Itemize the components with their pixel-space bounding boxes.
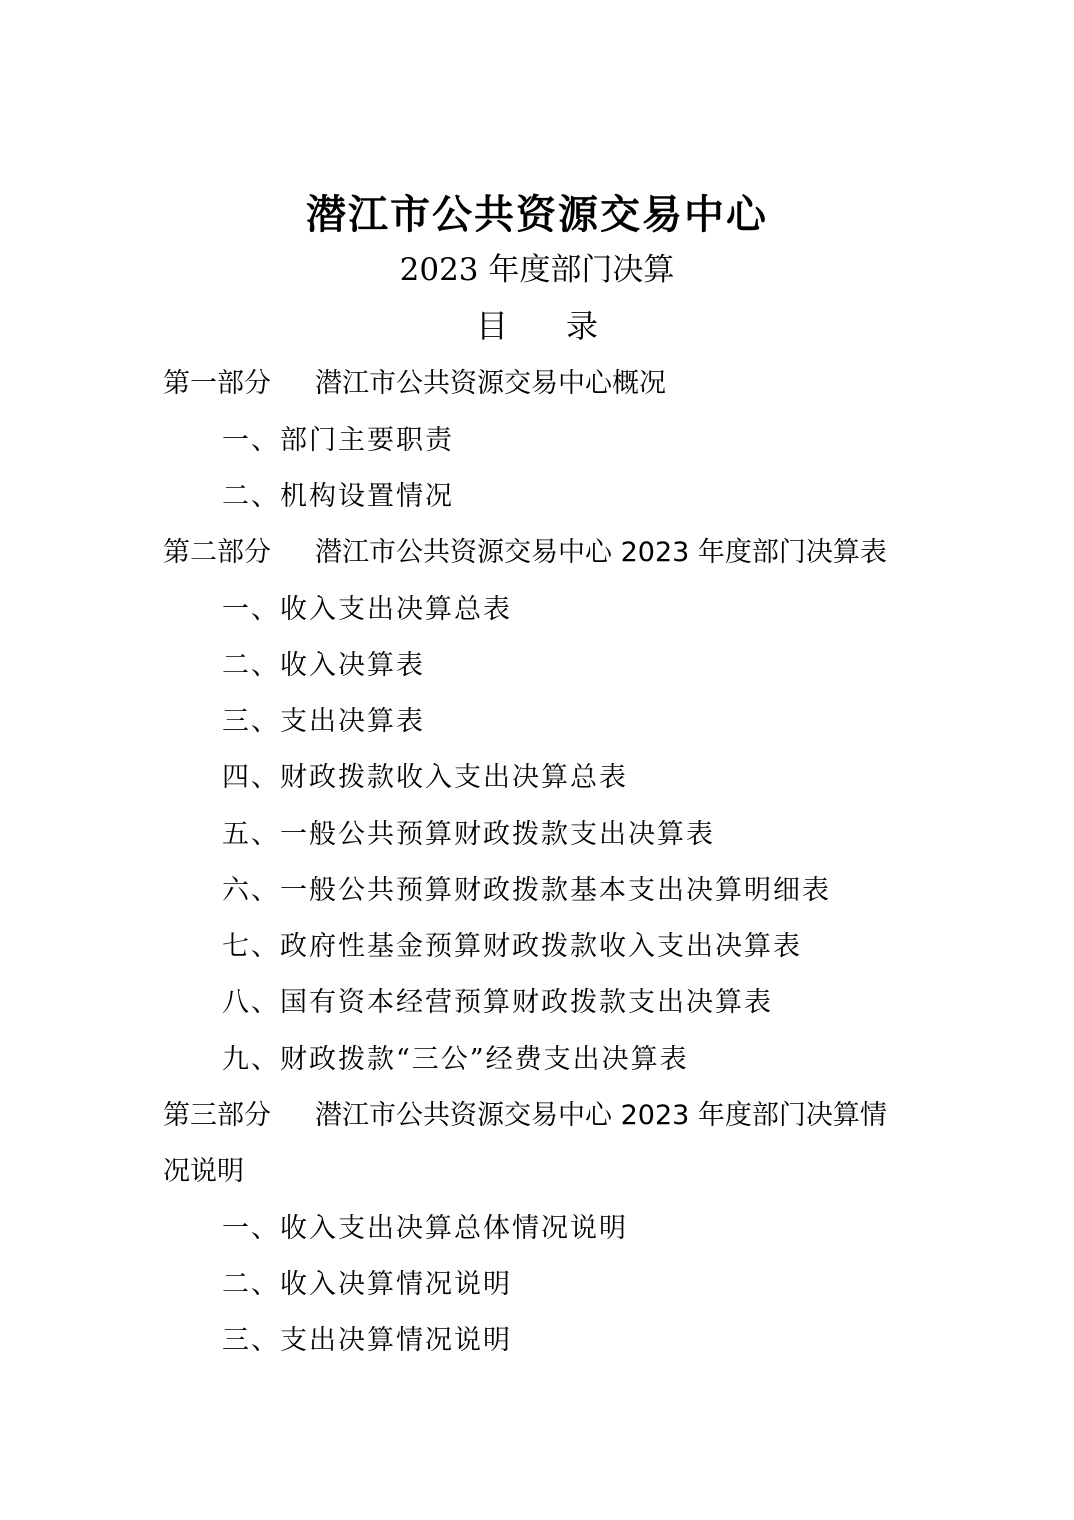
toc-heading (0, 304, 1074, 348)
toc-item: 五、一般公共预算财政拨款支出决算表 (222, 819, 715, 850)
toc-item: 二、机构设置情况 (222, 481, 454, 512)
toc-part-1-label: 第一部分 (163, 368, 271, 399)
toc-item: 四、财政拨款收入支出决算总表 (222, 762, 628, 793)
document-subtitle: 2023 年度部门决算 (399, 252, 675, 288)
toc-part-2-label: 第二部分 (163, 537, 271, 568)
toc-heading-char-2: 录 (566, 307, 599, 345)
toc-item: 一、部门主要职责 (222, 425, 454, 456)
toc-item: 九、财政拨款“三公”经费支出决算表 (222, 1044, 689, 1075)
toc-part-3 (163, 1096, 887, 1136)
toc-item: 七、政府性基金预算财政拨款收入支出决算表 (222, 931, 802, 962)
toc-item: 三、支出决算表 (222, 706, 425, 737)
toc-item: 一、收入支出决算总体情况说明 (222, 1213, 628, 1244)
toc-part-1-title: 潜江市公共资源交易中心概况 (315, 368, 666, 399)
toc-item: 六、一般公共预算财政拨款基本支出决算明细表 (222, 875, 831, 906)
toc-part-3-title-continued: 况说明 (163, 1156, 244, 1187)
document-title: 潜江市公共资源交易中心 (306, 192, 768, 238)
toc-item: 二、收入决算表 (222, 650, 425, 681)
toc-part-2-title: 潜江市公共资源交易中心 2023 年度部门决算表 (315, 537, 887, 568)
toc-part-1 (163, 364, 666, 404)
toc-item: 八、国有资本经营预算财政拨款支出决算表 (222, 987, 773, 1018)
toc-item: 二、收入决算情况说明 (222, 1269, 512, 1300)
toc-part-2 (163, 533, 887, 573)
toc-part-3-label: 第三部分 (163, 1100, 271, 1131)
toc-item: 一、收入支出决算总表 (222, 594, 512, 625)
toc-part-3-title: 潜江市公共资源交易中心 2023 年度部门决算情 (315, 1100, 887, 1131)
toc-item: 三、支出决算情况说明 (222, 1325, 512, 1356)
toc-heading-char-1: 目 (475, 307, 508, 345)
